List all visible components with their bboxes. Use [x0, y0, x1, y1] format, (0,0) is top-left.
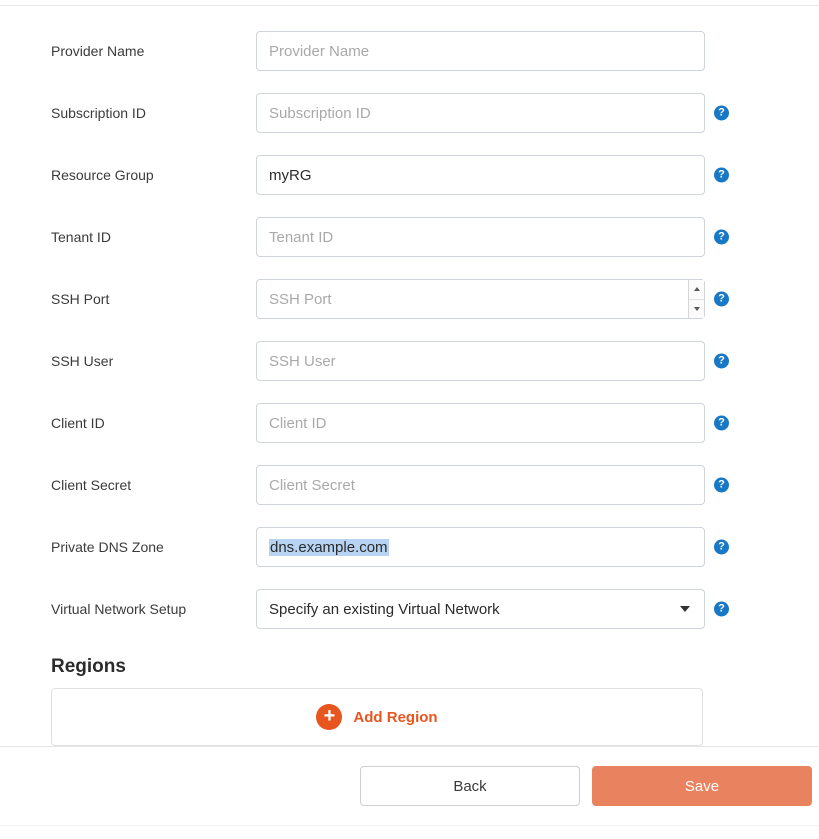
help-icon[interactable]: ?	[714, 416, 729, 431]
field-label: Private DNS Zone	[51, 539, 164, 555]
field-control	[256, 217, 725, 257]
provider-form	[0, 6, 819, 746]
field-control	[256, 155, 725, 195]
number-stepper[interactable]	[688, 280, 704, 318]
field-control	[256, 589, 725, 629]
field-label: Resource Group	[51, 167, 154, 183]
stepper-down-button[interactable]	[689, 300, 704, 319]
back-button[interactable]: Back	[360, 766, 580, 806]
field-control	[256, 403, 725, 443]
help-icon[interactable]: ?	[714, 168, 729, 183]
ssh-port-input[interactable]	[256, 279, 705, 319]
help-icon[interactable]: ?	[714, 602, 729, 617]
provider-name-input[interactable]	[256, 31, 705, 71]
field-resource-group	[0, 144, 819, 206]
virtual-network-setup-select[interactable]	[256, 589, 705, 629]
field-label: SSH Port	[51, 291, 110, 307]
resource-group-input[interactable]	[256, 155, 705, 195]
field-control	[256, 279, 725, 319]
field-label: Subscription ID	[51, 105, 146, 121]
help-icon[interactable]: ?	[714, 478, 729, 493]
field-label: SSH User	[51, 353, 114, 369]
private-dns-zone-input[interactable]	[256, 527, 705, 567]
field-client-id	[0, 392, 819, 454]
field-control	[256, 31, 705, 71]
field-client-secret	[0, 454, 819, 516]
field-ssh-port	[0, 268, 819, 330]
client-id-input[interactable]	[256, 403, 705, 443]
field-private-dns-zone	[0, 516, 819, 578]
select-selected-value: Specify an existing Virtual Network	[269, 600, 500, 618]
help-icon[interactable]: ?	[714, 354, 729, 369]
field-label: Tenant ID	[51, 229, 111, 245]
stepper-up-button[interactable]	[689, 280, 704, 300]
save-button[interactable]: Save	[592, 766, 812, 806]
field-ssh-user	[0, 330, 819, 392]
plus-icon: +	[316, 704, 342, 730]
tenant-id-input[interactable]	[256, 217, 705, 257]
field-control	[256, 465, 725, 505]
regions-section-title: Regions	[51, 656, 126, 677]
field-control	[256, 93, 725, 133]
field-label: Client Secret	[51, 477, 132, 493]
field-control	[256, 527, 725, 567]
field-subscription-id	[0, 82, 819, 144]
client-secret-input[interactable]	[256, 465, 705, 505]
help-icon[interactable]: ?	[714, 540, 729, 555]
field-control	[256, 341, 725, 381]
help-icon[interactable]: ?	[714, 292, 729, 307]
field-label: Virtual Network Setup	[51, 601, 187, 617]
field-label: Provider Name	[51, 43, 145, 59]
private-dns-zone-value: dns.example.com	[270, 538, 388, 556]
field-virtual-network-setup	[0, 578, 819, 640]
field-label: Client ID	[51, 415, 105, 431]
field-provider-name	[0, 20, 819, 82]
add-region-label: Add Region	[353, 708, 438, 726]
form-footer	[0, 746, 819, 825]
help-icon[interactable]: ?	[714, 230, 729, 245]
subscription-id-input[interactable]	[256, 93, 705, 133]
add-region-button[interactable]	[51, 688, 703, 746]
chevron-down-icon	[680, 606, 690, 612]
help-icon[interactable]: ?	[714, 106, 729, 121]
field-tenant-id	[0, 206, 819, 268]
ssh-user-input[interactable]	[256, 341, 705, 381]
bottom-strip	[0, 825, 819, 839]
